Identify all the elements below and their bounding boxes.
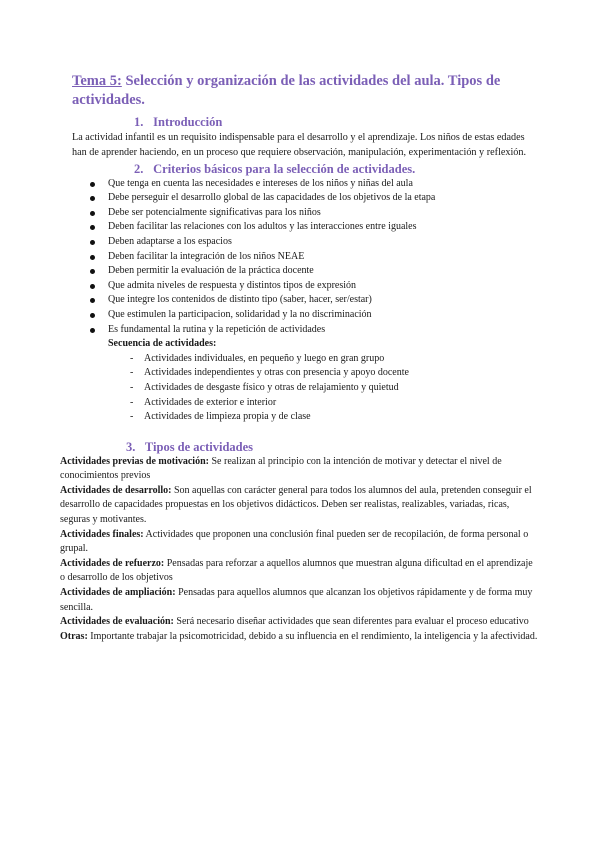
section-title: Criterios básicos para la selección de actividades. bbox=[153, 161, 416, 176]
list-item: Es fundamental la rutina y la repetición de actividades bbox=[72, 323, 528, 338]
definition-term: Actividades de refuerzo: bbox=[60, 557, 165, 569]
definition-item bbox=[60, 586, 540, 615]
definition-item bbox=[60, 557, 540, 586]
list-item: - Actividades de limpieza propia y de clase bbox=[72, 410, 528, 425]
list-item: - Actividades de desgaste físico y otras de relajamiento y quietud bbox=[72, 381, 528, 396]
list-item: Deben facilitar las relaciones con los adultos y las interacciones entre iguales bbox=[72, 220, 528, 235]
definition-item bbox=[60, 630, 540, 645]
definition-item bbox=[60, 484, 540, 528]
section-number: 3. bbox=[126, 439, 136, 454]
intro-paragraph: La actividad infantil es un requisito indispensable para el desarrollo y el aprendizaje. Los niños de estas edades han de aprender haciendo, en un proceso que requiere observación, manipulación, experimentación y reflexión. bbox=[72, 132, 527, 159]
section-number: 1. bbox=[134, 115, 144, 129]
list-item: - Actividades individuales, en pequeño y luego en gran grupo bbox=[72, 352, 528, 367]
definition-text: Será necesario diseñar actividades que sean diferentes para evaluar el proceso educativo bbox=[173, 616, 529, 628]
definition-text: Importante trabajar la psicomotricidad, debido a su influencia en el rendimiento, la inteligencia y la afectividad. bbox=[87, 630, 538, 642]
title-text: Selección y organización de las actividades del aula. Tipos de actividades. bbox=[72, 73, 501, 108]
definition-item bbox=[60, 528, 540, 557]
definition-text: Son aquellas con carácter general para todos los alumnos del aula, pretenden conseguir el desarrollo de capacidades propuestas en los objetivos didácticos. Deben ser realistas, realizables, variadas, ricas, seguras y motivantes. bbox=[60, 484, 532, 526]
list-item: Deben permitir la evaluación de la práctica docente bbox=[72, 264, 528, 279]
list-item: Deben facilitar la integración de los niños NEAE bbox=[72, 250, 528, 265]
list-item: - Actividades independientes y otras con presencia y apoyo docente bbox=[72, 366, 528, 381]
definition-term: Actividades de desarrollo: bbox=[60, 484, 172, 496]
definition-term: Actividades previas de motivación: bbox=[60, 455, 209, 467]
definition-item bbox=[60, 455, 540, 484]
tipos-list bbox=[60, 455, 540, 645]
definition-item bbox=[60, 615, 540, 630]
criterios-list bbox=[72, 177, 528, 338]
definition-term: Actividades de ampliación: bbox=[60, 587, 176, 599]
secuencia-title: Secuencia de actividades: bbox=[108, 338, 217, 350]
section-heading-intro bbox=[72, 114, 528, 130]
definition-term: Otras: bbox=[60, 630, 88, 642]
secuencia-list bbox=[72, 352, 528, 425]
list-item: Que admita niveles de respuesta y distintos tipos de expresión bbox=[72, 279, 528, 294]
document-title bbox=[72, 72, 528, 110]
list-item: Que integre los contenidos de distinto tipo (saber, hacer, ser/estar) bbox=[72, 293, 528, 308]
definition-text: Actividades que proponen una conclusión final pueden ser de recopilación, de forma personal o grupal. bbox=[60, 528, 529, 555]
section-heading-criterios bbox=[72, 161, 528, 177]
list-item: Deben adaptarse a los espacios bbox=[72, 235, 528, 250]
list-item: Debe ser potencialmente significativas para los niños bbox=[72, 206, 528, 221]
section-number: 2. bbox=[134, 161, 144, 176]
definition-term: Actividades de evaluación: bbox=[60, 616, 174, 628]
definition-text: Pensadas para aquellos alumnos que alcanzan los objetivos rápidamente y de forma muy sencilla. bbox=[60, 587, 533, 613]
list-item: Que estimulen la participacion, solidaridad y la no discriminación bbox=[72, 308, 528, 323]
definition-text: Pensadas para reforzar a aquellos alumnos que muestran alguna dificultad en el aprendizaje o desarrollo de los objetivos bbox=[60, 557, 533, 584]
section-heading-tipos bbox=[72, 439, 528, 455]
section-title: Introducción bbox=[153, 115, 223, 129]
list-item: - Actividades de exterior e interior bbox=[72, 396, 528, 411]
title-tema: Tema 5: bbox=[72, 73, 122, 89]
list-item: Debe perseguir el desarrollo global de las capacidades de los objetivos de la etapa bbox=[72, 191, 528, 206]
definition-text: Se realizan al principio con la intención de motivar y detectar el nivel de conocimientos previos bbox=[60, 455, 502, 482]
section-title: Tipos de actividades bbox=[144, 439, 254, 454]
definition-term: Actividades finales: bbox=[60, 528, 144, 540]
list-item: Que tenga en cuenta las necesidades e intereses de los niños y niñas del aula bbox=[72, 177, 528, 192]
